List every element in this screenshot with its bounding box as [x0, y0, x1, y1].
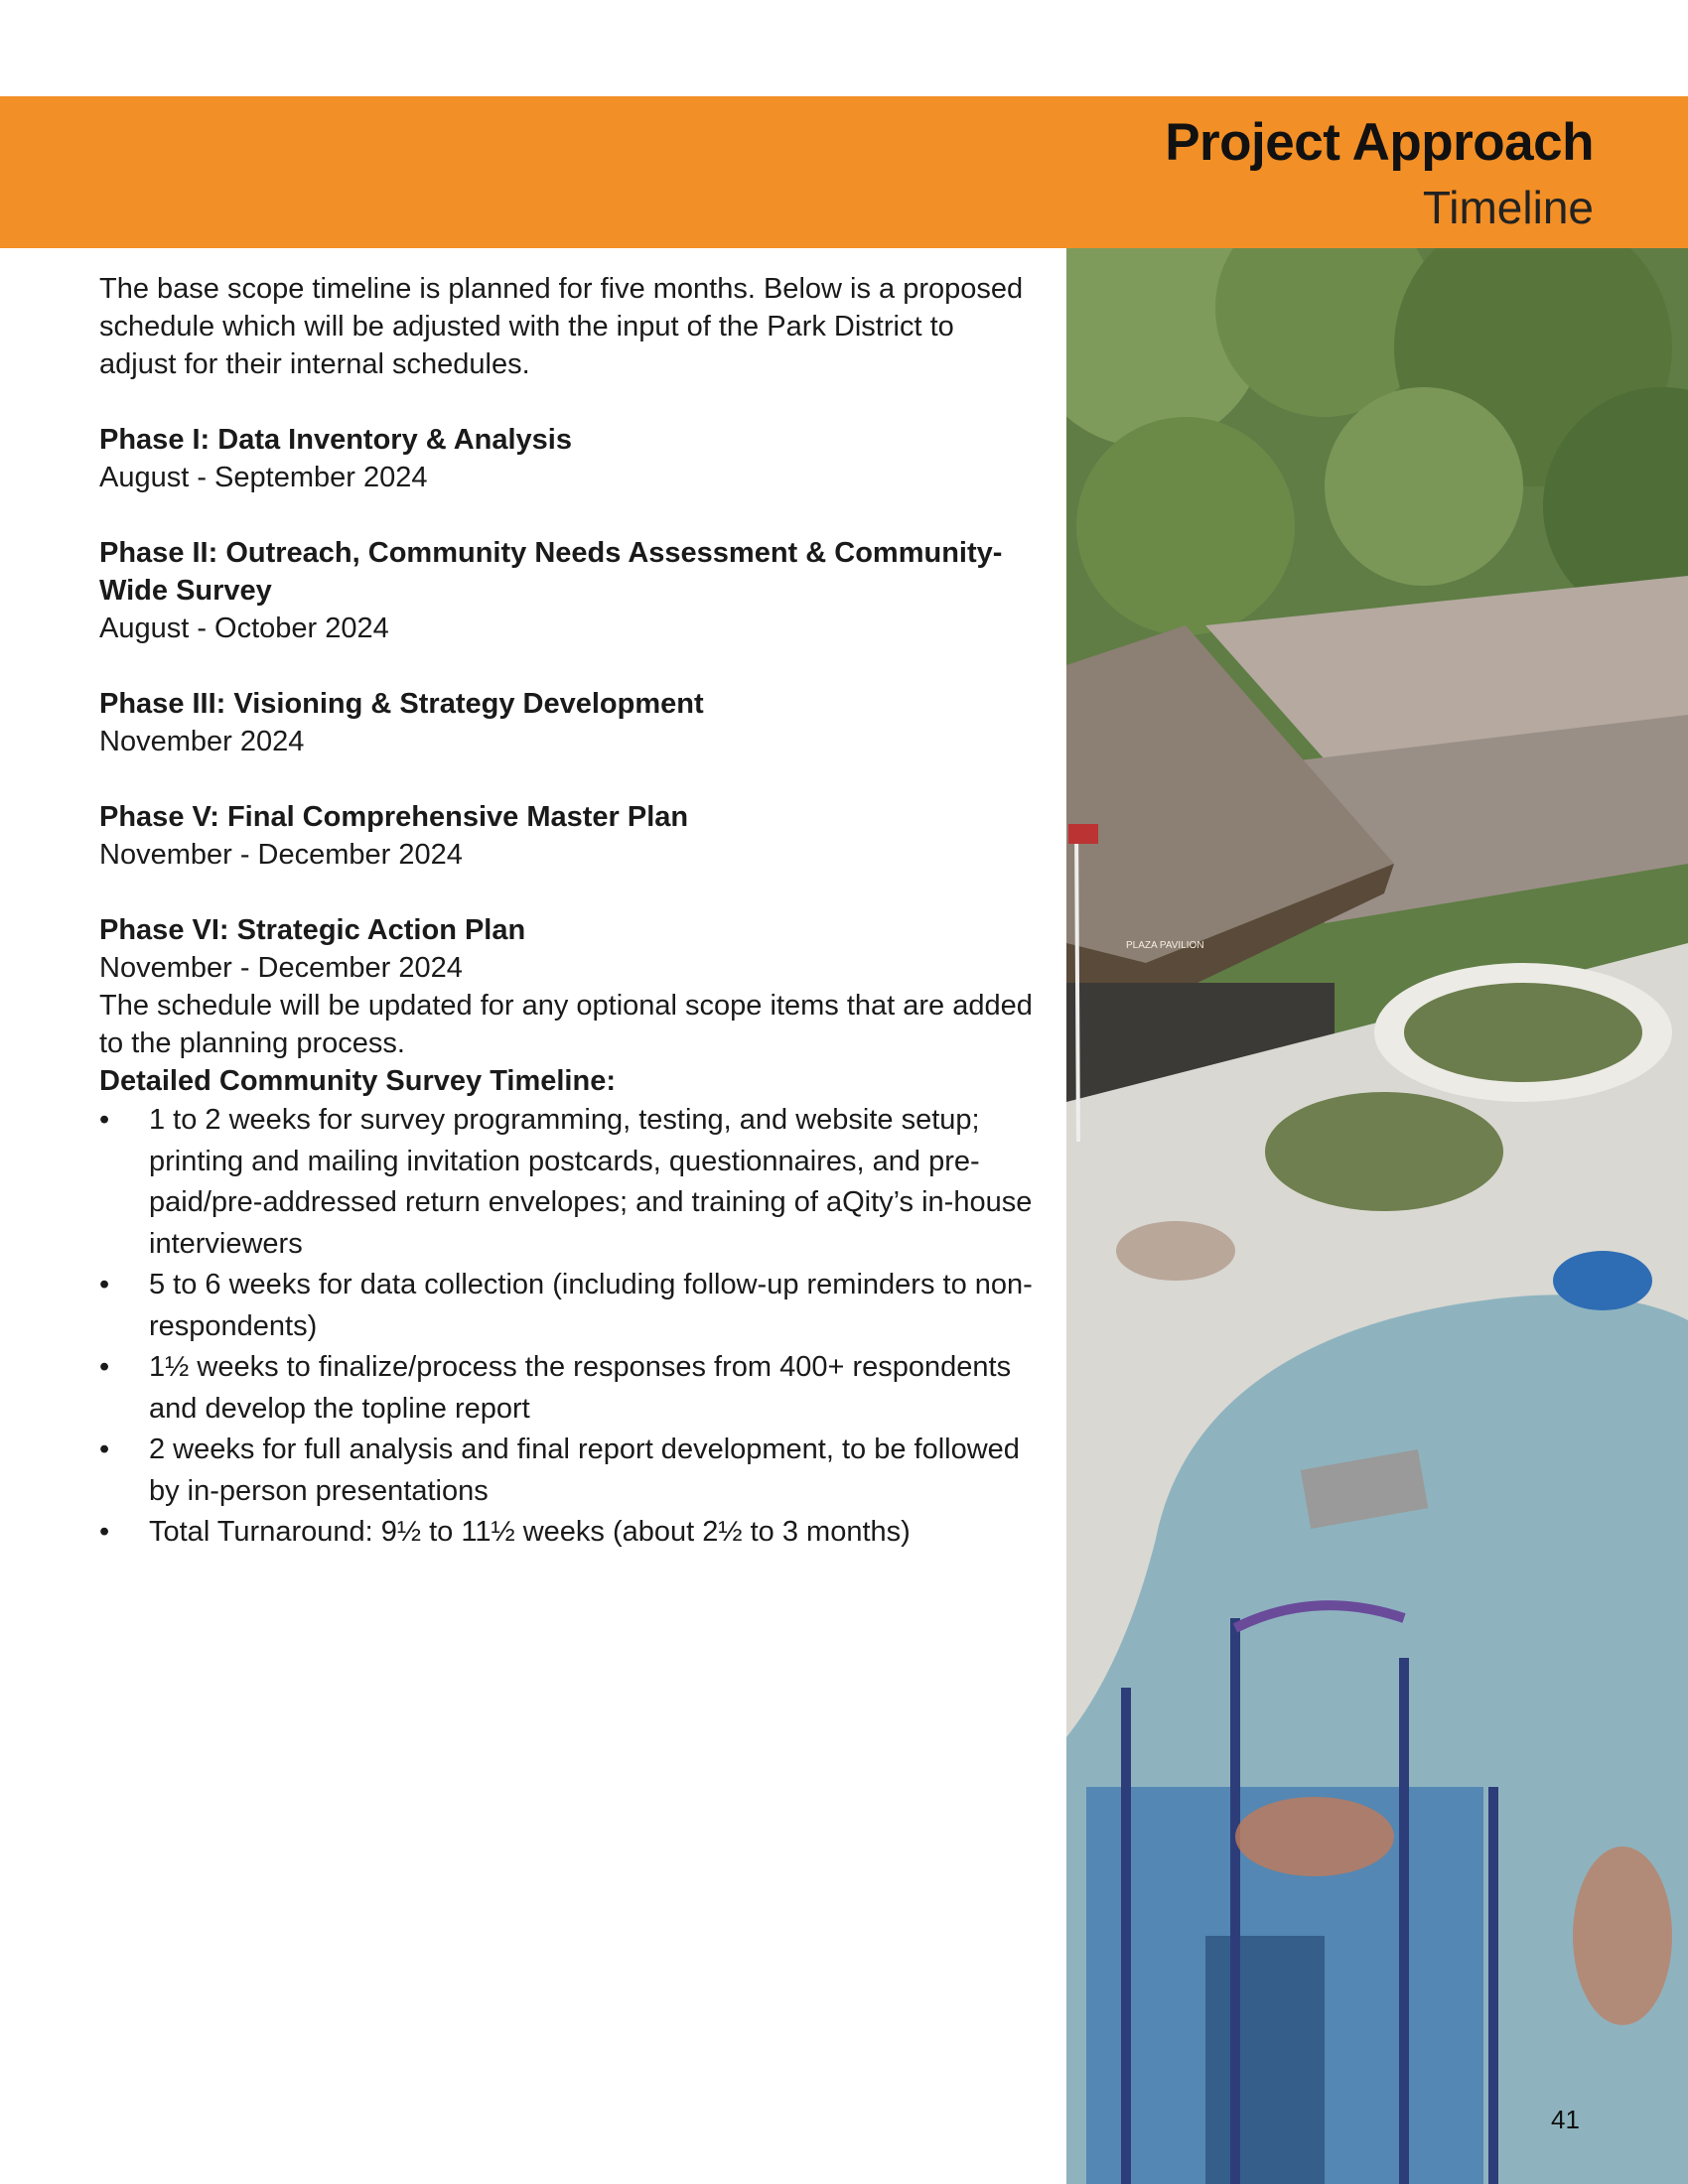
phase-dates: November - December 2024 [99, 952, 463, 984]
phase-item [99, 421, 1033, 496]
list-item [99, 1347, 1033, 1430]
bullet-icon: • [99, 1104, 110, 1136]
phase-dates: November - December 2024 [99, 839, 463, 871]
schedule-note: The schedule will be updated for any optional scope items that are added to the planning process. [99, 990, 1033, 1059]
phase-item [99, 685, 1033, 760]
phase-item [99, 534, 1033, 647]
phase-title: Phase VI: Strategic Action Plan [99, 914, 526, 946]
main-content [99, 270, 1033, 1554]
phase-title: Phase II: Outreach, Community Needs Assessment & Community-Wide Survey [99, 537, 1003, 607]
phase-dates: August - October 2024 [99, 613, 389, 644]
pavilion-sign: PLAZA PAVILION [1126, 940, 1204, 951]
page-subtitle: Timeline [1422, 182, 1594, 233]
page-number: 41 [1551, 2105, 1580, 2134]
bullet-icon: • [99, 1433, 110, 1465]
survey-timeline-heading: Detailed Community Survey Timeline: [99, 1065, 616, 1097]
list-item [99, 1100, 1033, 1265]
phase-item [99, 798, 1033, 874]
phase-title: Phase III: Visioning & Strategy Development [99, 688, 704, 720]
list-item-text: 2 weeks for full analysis and final report development, to be followed by in-person presentations [149, 1433, 1020, 1507]
bullet-icon: • [99, 1351, 110, 1383]
list-item-text: 5 to 6 weeks for data collection (including follow-up reminders to non-respondents) [149, 1269, 1033, 1342]
list-item-text: 1½ weeks to finalize/process the responses from 400+ respondents and develop the topline report [149, 1351, 1012, 1425]
phase-item [99, 911, 1033, 987]
intro-paragraph: The base scope timeline is planned for five months. Below is a proposed schedule which will be adjusted with the input of the Park District to adjust for their internal schedules. [99, 273, 1024, 380]
phase-title: Phase V: Final Comprehensive Master Plan [99, 801, 689, 833]
list-item [99, 1430, 1033, 1512]
survey-timeline-list [99, 1100, 1033, 1554]
list-item-text: 1 to 2 weeks for survey programming, testing, and website setup; printing and mailing invitation postcards, questionnaires, and pre-paid/pre-addressed return envelopes; and training of aQity’s in-house interviewers [149, 1104, 1033, 1260]
list-item-text: Total Turnaround: 9½ to 11½ weeks (about 2½ to 3 months) [149, 1516, 911, 1548]
phase-title: Phase I: Data Inventory & Analysis [99, 424, 572, 456]
page-title: Project Approach [1165, 113, 1594, 172]
phase-dates: August - September 2024 [99, 462, 428, 493]
park-aerial-photo [1066, 248, 1688, 2184]
list-item [99, 1512, 1033, 1554]
list-item [99, 1265, 1033, 1347]
phase-dates: November 2024 [99, 726, 305, 757]
bullet-icon: • [99, 1269, 110, 1300]
bullet-icon: • [99, 1516, 110, 1548]
